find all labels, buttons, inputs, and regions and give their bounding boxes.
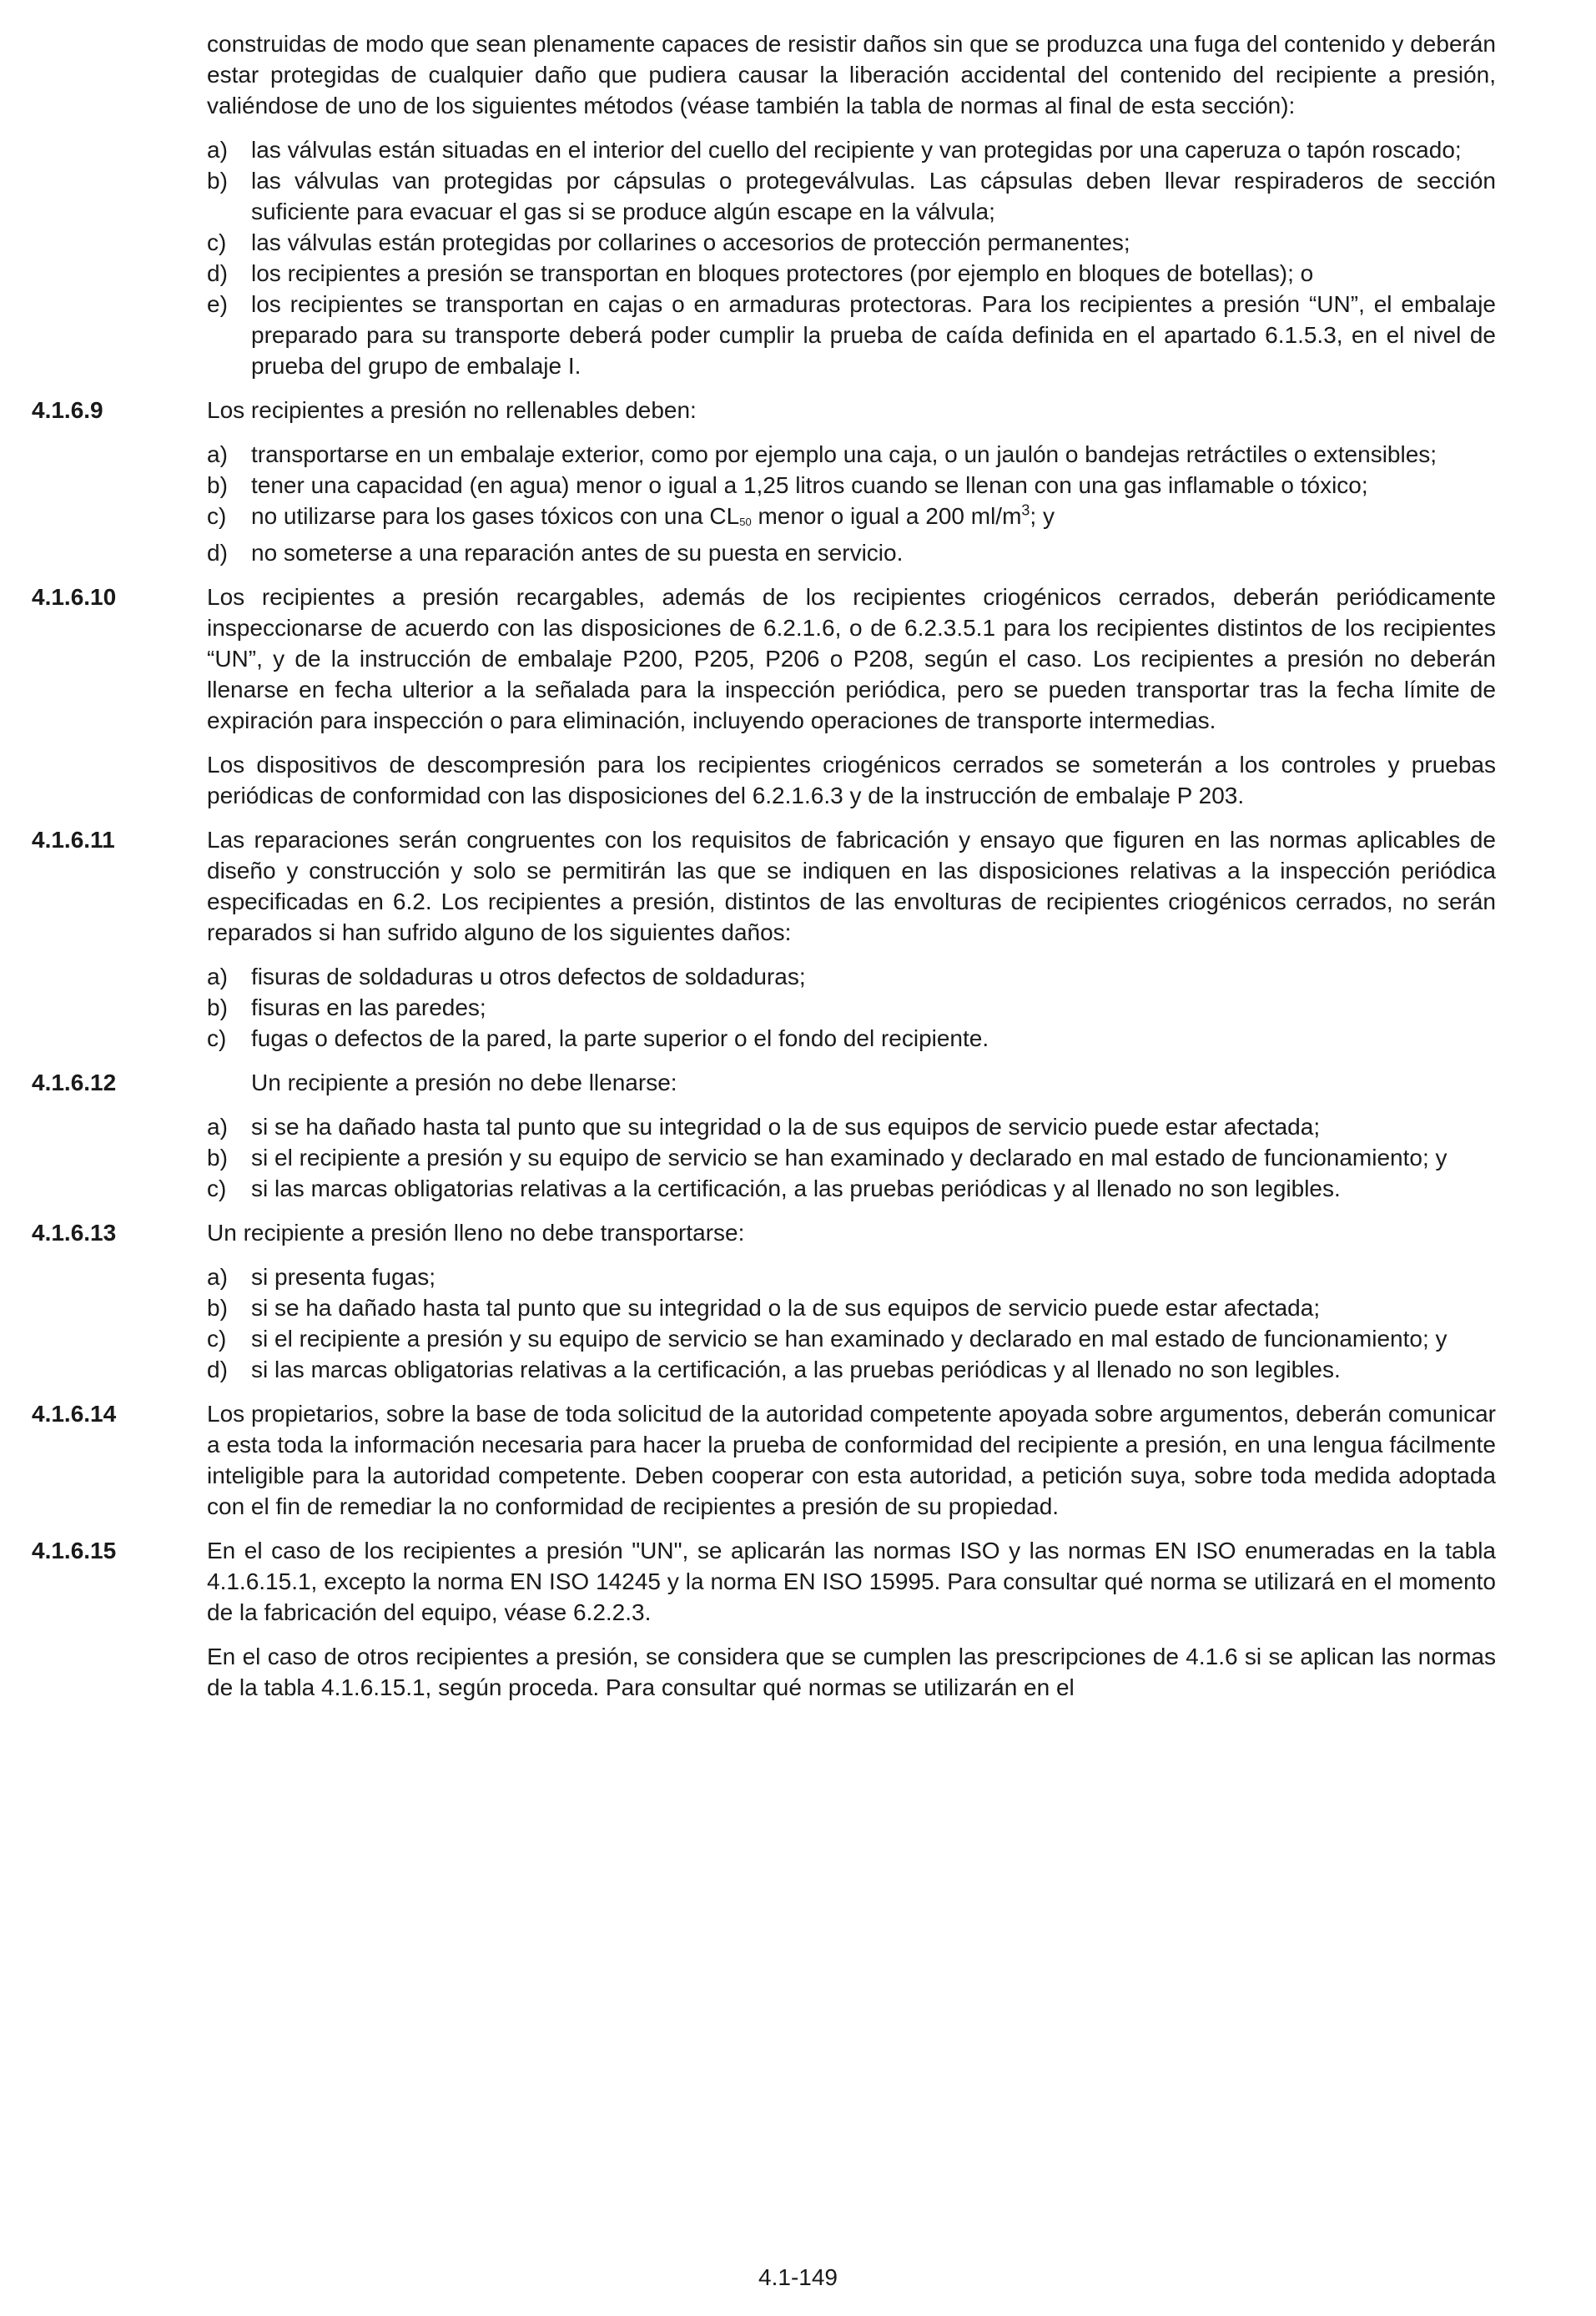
list-item bbox=[207, 1173, 1496, 1204]
page-number: 4.1-149 bbox=[758, 2264, 838, 2290]
list-item bbox=[207, 1292, 1496, 1323]
item-text: si las marcas obligatorias relativas a la certificación, a las pruebas periódicas y al llenado no son legibles. bbox=[251, 1176, 1341, 1201]
superscript-3: 3 bbox=[1021, 501, 1030, 519]
section-paragraph: En el caso de los recipientes a presión "UN", se aplicarán las normas ISO y las normas EN ISO enumeradas en la tabla 4.1.6.15.1, excepto la norma EN ISO 14245 y la norma EN ISO 15995. Para consultar qué norma se utilizará en el momento de la fabricación del equipo, véase 6.2.2.3. bbox=[207, 1538, 1496, 1625]
item-label: d) bbox=[207, 540, 228, 566]
intro-paragraph: construidas de modo que sean plenamente capaces de resistir daños sin que se produzca una fuga del contenido y deberán estar protegidas de cualquier daño que pudiera causar la liberación accidental del contenido del recipiente a presión, valiéndose de uno de los siguientes métodos (véase también la tabla de normas al final de esta sección): bbox=[207, 31, 1496, 118]
section-number: 4.1.6.14 bbox=[32, 1401, 117, 1427]
section-4-1-6-14 bbox=[0, 1398, 1596, 1522]
item-text: tener una capacidad (en agua) menor o igual a 1,25 litros cuando se llenan con una gas inflamable o tóxico; bbox=[251, 472, 1368, 498]
list-item bbox=[207, 470, 1496, 501]
item-label: c) bbox=[207, 1025, 227, 1051]
list-item bbox=[207, 501, 1496, 537]
item-text-post: ; y bbox=[1030, 503, 1055, 529]
list-item bbox=[207, 961, 1496, 992]
section-text: Un recipiente a presión no debe llenarse: bbox=[251, 1070, 677, 1095]
item-label: d) bbox=[207, 1357, 228, 1382]
section-text: Las reparaciones serán congruentes con los requisitos de fabricación y ensayo que figuren en las normas aplicables de diseño y construcción y solo se permitirán las que se indiquen en las disposiciones relativas a la inspección periódica especificadas en 6.2. Los recipientes a presión, distintos de las envolturas de recipientes criogénicos cerrados, no serán reparados si han sufrido alguno de los siguientes daños: bbox=[207, 827, 1496, 945]
list-item bbox=[207, 1323, 1496, 1354]
list-item bbox=[207, 1142, 1496, 1173]
section-number: 4.1.6.12 bbox=[32, 1070, 117, 1095]
list-item bbox=[207, 165, 1496, 227]
item-text: fisuras de soldaduras u otros defectos de soldaduras; bbox=[251, 964, 806, 989]
item-label: a) bbox=[207, 137, 228, 163]
section-number: 4.1.6.13 bbox=[32, 1220, 117, 1246]
list-item bbox=[207, 1023, 1496, 1054]
section-number: 4.1.6.15 bbox=[32, 1538, 117, 1563]
list-item bbox=[207, 1111, 1496, 1142]
list-item bbox=[207, 1354, 1496, 1385]
item-text: las válvulas van protegidas por cápsulas o protegeválvulas. Las cápsulas deben llevar respiraderos de sección suficiente para evacuar el gas si se produce algún escape en la válvula; bbox=[251, 168, 1496, 224]
item-label: c) bbox=[207, 229, 227, 255]
list-item bbox=[207, 258, 1496, 289]
section-paragraph: Los recipientes a presión recargables, además de los recipientes criogénicos cerrados, deberán periódicamente inspeccionarse de acuerdo con las disposiciones de 6.2.1.6, o de 6.2.3.5.1 para los recipientes distintos de los recipientes “UN”, y de la instrucción de embalaje P200, P205, P206 o P208, según el caso. Los recipientes a presión no deberán llenarse en fecha ulterior a la señalada para la inspección periódica, pero se pueden transportar tras la fecha límite de expiración para inspección o para eliminación, incluyendo operaciones de transporte intermedias. bbox=[207, 584, 1496, 733]
item-label: e) bbox=[207, 291, 228, 317]
section-list bbox=[207, 1261, 1496, 1385]
item-label: b) bbox=[207, 168, 228, 194]
item-text: los recipientes se transportan en cajas o en armaduras protectoras. Para los recipientes a presión “UN”, el embalaje preparado para su transporte deberá poder cumplir la prueba de caída definida en el apartado 6.1.5.3, en el nivel de prueba del grupo de embalaje I. bbox=[251, 291, 1496, 379]
item-label: b) bbox=[207, 1145, 228, 1171]
item-label: c) bbox=[207, 1176, 227, 1201]
section-list bbox=[207, 961, 1496, 1054]
item-text: si se ha dañado hasta tal punto que su integridad o la de sus equipos de servicio puede estar afectada; bbox=[251, 1114, 1321, 1140]
item-text: si presenta fugas; bbox=[251, 1264, 436, 1290]
item-text: si el recipiente a presión y su equipo de servicio se han examinado y declarado en mal estado de funcionamiento; y bbox=[251, 1145, 1447, 1171]
item-text: transportarse en un embalaje exterior, como por ejemplo una caja, o un jaulón o bandejas retráctiles o extensibles; bbox=[251, 441, 1437, 467]
item-label: d) bbox=[207, 260, 228, 286]
item-text: los recipientes a presión se transportan en bloques protectores (por ejemplo en bloques de botellas); o bbox=[251, 260, 1314, 286]
section-text: Los recipientes a presión no rellenables deben: bbox=[207, 397, 697, 423]
list-item bbox=[207, 439, 1496, 470]
item-text: fisuras en las paredes; bbox=[251, 994, 486, 1020]
section-4-1-6-9 bbox=[0, 395, 1596, 568]
section-4-1-6-13 bbox=[0, 1217, 1596, 1385]
section-4-1-6-10 bbox=[0, 582, 1596, 811]
item-text: las válvulas están protegidas por collarines o accesorios de protección permanentes; bbox=[251, 229, 1130, 255]
section-list bbox=[207, 439, 1496, 568]
section-4-1-6-15 bbox=[0, 1535, 1596, 1703]
item-label: a) bbox=[207, 964, 228, 989]
item-label: b) bbox=[207, 994, 228, 1020]
item-text: las válvulas están situadas en el interior del cuello del recipiente y van protegidas por una caperuza o tapón roscado; bbox=[251, 137, 1462, 163]
item-label: c) bbox=[207, 1326, 227, 1352]
item-text-mid: menor o igual a 200 ml/m bbox=[751, 503, 1022, 529]
list-item bbox=[207, 992, 1496, 1023]
section-paragraph: En el caso de otros recipientes a presión, se considera que se cumplen las prescripciones de 4.1.6 si se aplican las normas de la tabla 4.1.6.15.1, según proceda. Para consultar qué normas se utilizarán en el bbox=[207, 1644, 1496, 1700]
section-list bbox=[207, 1111, 1496, 1204]
item-label: c) bbox=[207, 503, 227, 529]
section-paragraph: Los dispositivos de descompresión para los recipientes criogénicos cerrados se someterán a los controles y pruebas periódicas de conformidad con las disposiciones del 6.2.1.6.3 y de la instrucción de embalaje P 203. bbox=[207, 752, 1496, 808]
page-content bbox=[0, 28, 1596, 1703]
item-text-pre: no utilizarse para los gases tóxicos con una CL bbox=[251, 503, 740, 529]
section-number: 4.1.6.9 bbox=[32, 397, 103, 423]
item-label: a) bbox=[207, 1114, 228, 1140]
subscript-50: 50 bbox=[739, 516, 752, 528]
item-text: fugas o defectos de la pared, la parte superior o el fondo del recipiente. bbox=[251, 1025, 989, 1051]
list-item bbox=[207, 1261, 1496, 1292]
item-label: b) bbox=[207, 1295, 228, 1321]
list-item bbox=[207, 537, 1496, 568]
section-4-1-6-12 bbox=[0, 1067, 1596, 1204]
list-item bbox=[207, 289, 1496, 381]
item-label: b) bbox=[207, 472, 228, 498]
list-item bbox=[207, 227, 1496, 258]
list-item bbox=[207, 134, 1496, 165]
section-text: Los propietarios, sobre la base de toda solicitud de la autoridad competente apoyada sobre argumentos, deberán comunicar a esta toda la información necesaria para hacer la prueba de conformidad del recipiente a presión, en una lengua fácilmente inteligible para la autoridad competente. Deben cooperar con esta autoridad, a petición suya, sobre toda medida adoptada con el fin de remediar la no conformidad de recipientes a presión de su propiedad. bbox=[207, 1401, 1496, 1519]
section-text: Un recipiente a presión lleno no debe transportarse: bbox=[207, 1220, 745, 1246]
item-text: no someterse a una reparación antes de su puesta en servicio. bbox=[251, 540, 904, 566]
intro-list bbox=[207, 134, 1496, 381]
item-text: si el recipiente a presión y su equipo de servicio se han examinado y declarado en mal estado de funcionamiento; y bbox=[251, 1326, 1447, 1352]
section-number: 4.1.6.11 bbox=[32, 827, 115, 853]
item-text: si se ha dañado hasta tal punto que su integridad o la de sus equipos de servicio puede estar afectada; bbox=[251, 1295, 1321, 1321]
section-number: 4.1.6.10 bbox=[32, 584, 117, 610]
item-label: a) bbox=[207, 1264, 228, 1290]
item-text: si las marcas obligatorias relativas a la certificación, a las pruebas periódicas y al llenado no son legibles. bbox=[251, 1357, 1341, 1382]
section-4-1-6-11 bbox=[0, 824, 1596, 1054]
item-label: a) bbox=[207, 441, 228, 467]
